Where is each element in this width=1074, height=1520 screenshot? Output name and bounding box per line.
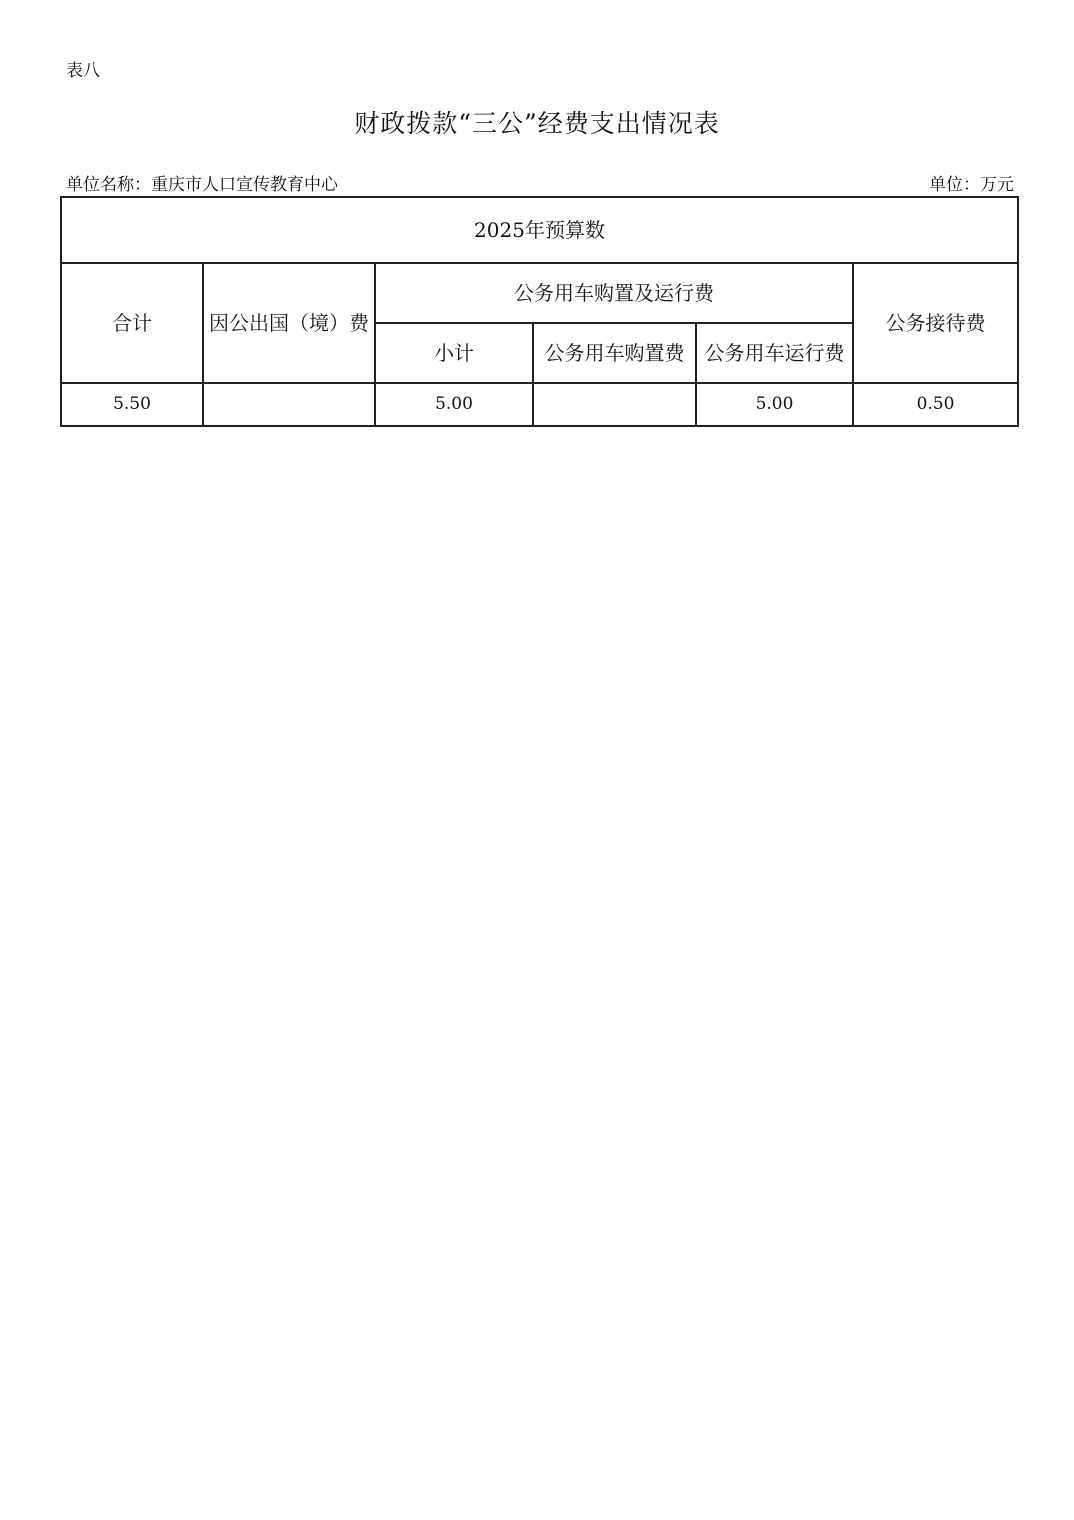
cell-vehicle-purchase xyxy=(533,383,696,426)
unit-name: 单位名称：重庆市人口宣传教育中心 xyxy=(66,175,338,195)
cell-reception: 0.50 xyxy=(853,383,1018,426)
table-header-row-main xyxy=(61,263,1018,323)
header-vehicle-purchase: 公务用车购置费 xyxy=(533,323,696,383)
header-vehicle-group: 公务用车购置及运行费 xyxy=(375,263,853,323)
table-number: 表八 xyxy=(66,61,100,81)
header-subtotal: 小计 xyxy=(375,323,533,383)
cell-subtotal: 5.00 xyxy=(375,383,533,426)
table-row xyxy=(61,383,1018,426)
header-reception-expense: 公务接待费 xyxy=(853,263,1018,383)
document-title: 财政拨款“三公”经费支出情况表 xyxy=(354,109,720,138)
header-total: 合计 xyxy=(61,263,203,383)
cell-abroad xyxy=(203,383,375,426)
cell-total: 5.50 xyxy=(61,383,203,426)
header-vehicle-operation: 公务用车运行费 xyxy=(696,323,853,383)
header-budget-year: 2025年预算数 xyxy=(61,197,1018,263)
header-abroad-expense: 因公出国（境）费 xyxy=(203,263,375,383)
unit-label: 单位：万元 xyxy=(929,175,1014,195)
table-header-row-year xyxy=(61,197,1018,263)
cell-vehicle-operation: 5.00 xyxy=(696,383,853,426)
expenditure-table xyxy=(60,196,1019,427)
meta-row xyxy=(66,170,1014,195)
